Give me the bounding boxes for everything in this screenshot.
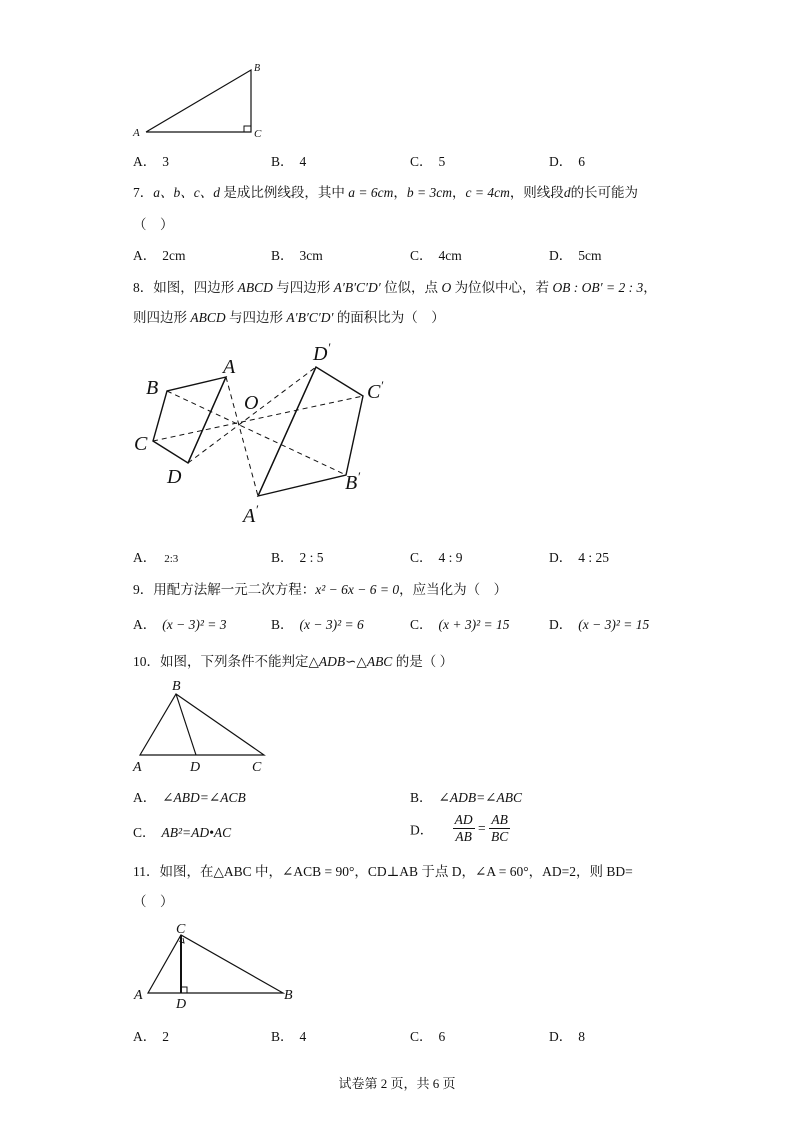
q6-option-d[interactable]: D． 6 [549, 154, 585, 169]
q10-stem: 10．如图，下列条件不能判定△ADB∽△ABC 的是（ ） [133, 654, 454, 669]
q8-label-b: B [146, 377, 159, 399]
q6-option-b[interactable]: B． 4 [271, 154, 307, 169]
q10-option-a[interactable]: A． ∠ABD=∠ACB [133, 790, 246, 805]
q7-option-d[interactable]: D． 5cm [549, 248, 602, 263]
q6-label-a: A [133, 127, 140, 139]
q11-label-c: C [176, 922, 186, 937]
q11-answer-paren: （ ） [133, 894, 174, 909]
q11-label-b: B [284, 988, 293, 1003]
q10-fraction-ad-ab: $\frac{AD}{AB}$ [454, 812, 473, 844]
q11-label-d: D [176, 997, 187, 1012]
page-footer: 试卷第 2 页，共 6 页 [338, 1076, 456, 1091]
q11-option-a[interactable]: A． 2 [133, 1029, 169, 1044]
q6-option-a[interactable]: A． 3 [133, 154, 169, 169]
q8-stem-line2: 则四边形 ABCD 与四边形 A′B′C′D′ 的面积比为（ ） [133, 310, 445, 325]
q10-label-b: B [172, 679, 181, 694]
q8-label-a-prime: A′ [243, 502, 259, 527]
q6-label-c: C [254, 128, 262, 140]
q7-stem: 7．a、b、c、d 是成比例线段，其中 a = 6cm，b = 3cm，c = 4cm，则线段d的长可能为 [133, 185, 639, 200]
q8-label-c: C [134, 433, 148, 455]
q10-fraction-ab-bc: $\frac{AB}{BC}$ [491, 812, 509, 844]
q8-label-a: A [223, 356, 236, 378]
q6-option-c[interactable]: C． 5 [410, 154, 446, 169]
q11-number: 11． [133, 864, 160, 879]
q10-label-a: A [133, 760, 142, 775]
q9-option-d[interactable]: D． (x − 3)² = 15 [549, 617, 650, 632]
q8-option-b[interactable]: B． 2 : 5 [271, 550, 324, 565]
q7-option-a[interactable]: A． 2cm [133, 248, 186, 263]
q6-label-b: B [254, 63, 261, 74]
q9-stem: 9．用配方法解一元二次方程：x² − 6x − 6 = 0，应当化为（ ） [133, 582, 508, 597]
q8-number: 8． [133, 280, 154, 295]
q7-number: 7． [133, 185, 154, 200]
q10-option-b[interactable]: B． ∠ADB=∠ABC [410, 790, 522, 805]
q10-option-d[interactable]: D． $\frac{AD}{AB}$ = $\frac{AB}{BC}$ [410, 812, 509, 844]
q7-option-b[interactable]: B． 3cm [271, 248, 323, 263]
q10-option-c[interactable]: C． AB²=AD•AC [133, 825, 232, 840]
q9-option-c[interactable]: C． (x + 3)² = 15 [410, 617, 510, 632]
q9-number: 9． [133, 582, 154, 597]
q8-label-d-prime: D′ [313, 340, 331, 365]
q10-label-c: C [252, 760, 262, 775]
q11-label-a: A [134, 988, 143, 1003]
q11-option-b[interactable]: B． 4 [271, 1029, 307, 1044]
q10-number: 10． [133, 654, 160, 669]
q9-option-b[interactable]: B． (x − 3)² = 6 [271, 617, 364, 632]
q8-option-d[interactable]: D． 4 : 25 [549, 550, 610, 565]
q8-label-d: D [167, 466, 182, 488]
q9-option-a[interactable]: A． (x − 3)² = 3 [133, 617, 227, 632]
q8-stem-line1: 8．如图，四边形 ABCD 与四边形 A′B′C′D′ 位似，点 O 为位似中心，若 OB : OB′ = 2 : 3， [133, 280, 657, 295]
q10-label-d: D [190, 760, 201, 775]
q7-answer-paren: （ ） [133, 217, 174, 232]
q8-option-a[interactable]: A． 2:3 [133, 550, 179, 565]
q8-label-c-prime: C′ [367, 378, 384, 403]
q11-option-d[interactable]: D． 8 [549, 1029, 585, 1044]
q11-stem: 11．如图，在△ABC 中，∠ACB = 90°，CD⊥AB 于点 D，∠A = 60°，AD=2，则 BD= [133, 864, 633, 879]
q11-option-c[interactable]: C． 6 [410, 1029, 446, 1044]
q8-label-b-prime: B′ [345, 469, 361, 494]
q8-option-c[interactable]: C． 4 : 9 [410, 550, 463, 565]
q8-label-o: O [244, 392, 259, 414]
q7-option-c[interactable]: C． 4cm [410, 248, 462, 263]
